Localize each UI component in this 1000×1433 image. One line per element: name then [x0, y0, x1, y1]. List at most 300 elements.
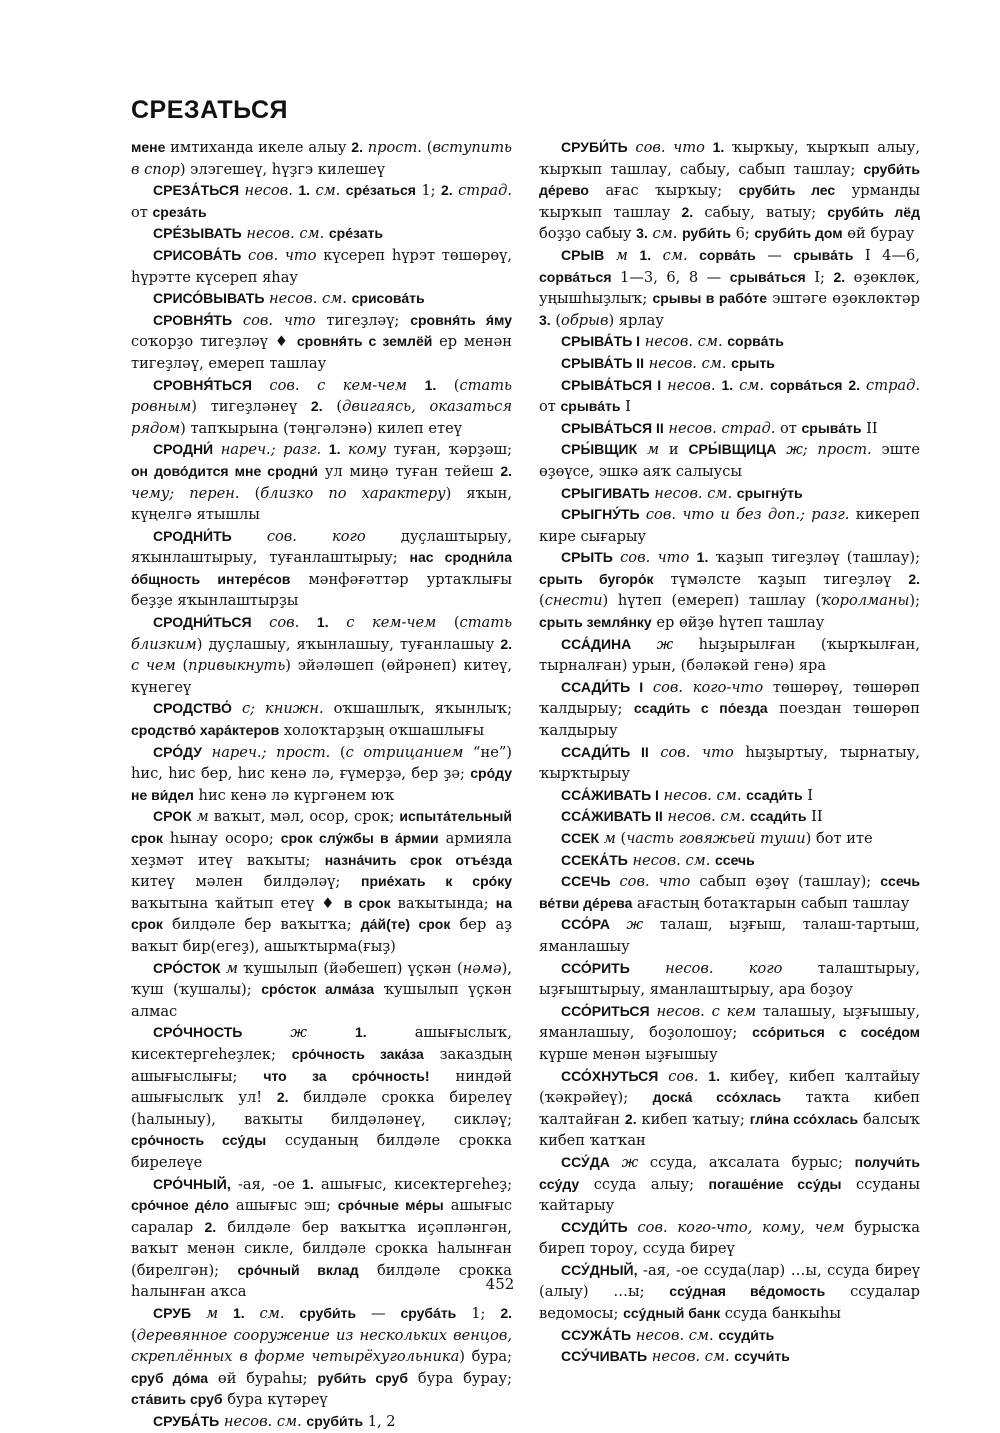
- dictionary-entry: [539, 742, 920, 785]
- dictionary-entry: [539, 375, 920, 418]
- headword-text: ссуди́ть: [718, 1326, 775, 1343]
- grammar-label: м: [191, 808, 209, 826]
- definition-text: ссуда алыу;: [579, 1175, 709, 1193]
- headword-text: СРЫВА́ТЬ I: [561, 333, 641, 350]
- headword-text: сро́чный вклад: [237, 1261, 359, 1278]
- grammar-label: несов. см.: [643, 354, 727, 372]
- dictionary-entry: [539, 677, 920, 742]
- dictionary-entry: [539, 504, 920, 547]
- definition-text: өй бурау: [842, 225, 915, 243]
- definition-text: -ая, -ое: [230, 1175, 303, 1193]
- grammar-label: м: [220, 959, 238, 977]
- definition-text: эштәге өҙөклөктәр: [767, 290, 920, 308]
- grammar-label: м: [191, 1305, 219, 1323]
- headword-text: ССУ́ДА: [561, 1153, 610, 1170]
- headword-text: СРУБИ́ТЬ: [561, 139, 628, 155]
- headword-text: 1.: [298, 182, 311, 199]
- definition-text: соҡорҙо тигеҙләү ♦: [131, 333, 297, 351]
- definition-text: (: [539, 592, 545, 610]
- definition-text: ашығыс, кисектергеһеҙ;: [313, 1175, 513, 1193]
- dictionary-entry: [131, 1411, 512, 1433]
- definition-text: сабыу, ватыу;: [693, 203, 828, 221]
- definition-text: ссуданың билдәле срокка бирелеүе: [131, 1132, 512, 1171]
- definition-text: ҡушылып үҫкән алмас: [131, 981, 513, 1020]
- dictionary-entry: [539, 245, 920, 331]
- grammar-label: двигаясь, оказаться рядом: [131, 398, 512, 437]
- definition-text: ер менән тигеҙләү, емереп ташлау: [131, 333, 512, 372]
- headword-text: мене: [131, 139, 166, 155]
- headword-text: сро́чное де́ло: [131, 1197, 229, 1214]
- dictionary-entry: [131, 180, 512, 223]
- headword-text: да́й(те) срок: [360, 916, 451, 933]
- grammar-label: см.: [244, 1305, 285, 1323]
- definition-text: поездан төшөрөп ҡалдырыу: [539, 700, 921, 740]
- grammar-label: нареч.; разг.: [213, 441, 322, 459]
- grammar-label: см.: [310, 182, 341, 200]
- headword-text: срыть: [731, 354, 775, 371]
- definition-text: [698, 1068, 708, 1085]
- grammar-label: несов. см.: [640, 333, 723, 351]
- definition-text: 1;: [456, 1305, 501, 1323]
- grammar-label: м: [604, 246, 628, 264]
- headword-text: срыгну́ть: [736, 484, 803, 501]
- grammar-label: м: [637, 441, 660, 459]
- dictionary-entry: [539, 1066, 920, 1152]
- definition-text: II: [806, 808, 823, 826]
- definition-text: (: [239, 484, 261, 502]
- grammar-label: сов. кого: [231, 527, 366, 545]
- dictionary-entry: [539, 1001, 920, 1066]
- grammar-label: ж: [609, 1153, 639, 1171]
- grammar-label: несов. см.: [264, 290, 347, 308]
- headword-text: 1.: [316, 614, 329, 631]
- headword-text: гли́на ссо́хлась: [749, 1110, 859, 1127]
- left-column: [131, 137, 512, 1433]
- grammar-label: ж: [242, 1024, 307, 1042]
- definition-text: һис кенә лә күргәнем юҡ: [193, 786, 395, 804]
- definition-text: билдәле срокка һалынған аҡса: [131, 1261, 513, 1301]
- definition-text: (: [436, 376, 460, 394]
- headword-text: сровня́ть я́му: [410, 311, 512, 328]
- definition-text: талашыу, ыҙғышыу, яманлашыу, боҙолошоу;: [539, 1002, 921, 1042]
- headword-text: СРОДНИ́: [153, 441, 214, 458]
- headword-text: ССУДИ́ТЬ: [561, 1218, 628, 1235]
- grammar-label: прост.: [362, 139, 422, 156]
- definition-text: күсереп һүрэт төшөрөү, һүрэтте күсереп яһау: [131, 246, 512, 286]
- headword-text: сруба́ть: [400, 1305, 457, 1322]
- headword-text: СРЫВА́ТЬСЯ I: [561, 376, 662, 393]
- definition-text: ) дуҫлашыу, яҡынлашыу, туғанлашыу: [196, 635, 501, 653]
- headword-text: СРЫ́ВЩИК: [561, 441, 638, 458]
- definition-text: [321, 441, 329, 458]
- headword-text: 2.: [500, 1305, 512, 1322]
- definition-text: (: [322, 398, 343, 416]
- definition-text: [307, 1024, 355, 1041]
- headword-text: 1.: [232, 1305, 245, 1322]
- definition-text: [407, 377, 425, 394]
- grammar-label: с отрицанием: [345, 743, 464, 761]
- definition-text: талаш, ыҙғыш, талаш-тартыш, яманлашыу: [539, 916, 920, 955]
- dictionary-entry: [539, 914, 920, 957]
- headword-text: 2.: [848, 376, 861, 393]
- definition-text: сабып өҙөү (ташлау);: [690, 873, 881, 891]
- grammar-label: привыкнуть: [188, 657, 286, 675]
- definition-text: талаштырыу, ыҙғыштырыу, яманлаштырыу, ара боҙоу: [539, 959, 920, 999]
- headword-text: ссу́дный банк: [623, 1305, 721, 1322]
- grammar-label: сов. что: [612, 549, 690, 567]
- definition-text: “не”) һис, һис бер, һис кенә лә, ғүмерҙә, бер ҙә;: [131, 743, 512, 783]
- definition-text: ашығыслыҡ, кисектергеһеҙлек;: [131, 1024, 512, 1063]
- definition-text: бура бурау;: [407, 1369, 512, 1387]
- grammar-label: сов. что и без доп.; разг.: [639, 506, 850, 524]
- grammar-label: чему; перен.: [131, 484, 240, 502]
- definition-text: ссуда, аҡсалата бурыс;: [638, 1153, 855, 1171]
- definition-text: ссуда банкыһы: [720, 1305, 842, 1323]
- definition-text: заказдың ашығыслығы;: [131, 1045, 512, 1085]
- definition-text: ниндәй ашығыслыҡ ул!: [131, 1067, 512, 1107]
- grammar-label: несов. страд.: [663, 419, 776, 437]
- grammar-label: нәмә: [462, 959, 502, 977]
- headword-text: сро́чность ссу́ды: [131, 1132, 267, 1149]
- headword-text: сруби́ть: [306, 1413, 364, 1430]
- definition-text: ваҡыт, мәл, осор, срок;: [208, 808, 400, 826]
- headword-text: СРО́ЧНОСТЬ: [153, 1024, 243, 1041]
- headword-text: ссади́ть: [746, 786, 803, 803]
- definition-text: түмәлсте ҡаҙып тигеҙләү: [653, 570, 909, 588]
- dictionary-entry: [131, 375, 512, 440]
- definition-text: (: [175, 657, 189, 675]
- grammar-label: несов.: [239, 182, 293, 200]
- definition-text: (: [436, 614, 460, 632]
- dictionary-entry: [539, 850, 920, 872]
- definition-text: от: [131, 203, 153, 221]
- definition-text: һынау осоро;: [162, 830, 281, 847]
- definition-text: -ая, -ое ссуда(лар) …ы, ссуда биреү (алыу) …ы;: [539, 1261, 920, 1301]
- definition-text: ) һүтеп (емереп) ташлау (: [602, 592, 822, 610]
- headword-text: погаше́ние ссу́ды: [708, 1175, 842, 1192]
- running-header: СРЕЗАТЬСЯ: [131, 96, 289, 124]
- definition-text: оҡшашлыҡ, яҡынлыҡ;: [323, 700, 513, 718]
- definition-text: II: [861, 419, 878, 437]
- headword-text: ССАДИ́ТЬ I: [561, 678, 644, 695]
- headword-text: ссо́риться с сосе́дом: [752, 1024, 920, 1041]
- definition-text: ваҡытына ҡайтып етеү ♦: [131, 894, 344, 912]
- headword-text: среза́ть: [152, 203, 207, 220]
- definition-text: [689, 549, 696, 566]
- headword-text: сорва́ть: [699, 246, 756, 263]
- headword-text: СРО́СТОК: [153, 959, 221, 976]
- definition-text: мәнфәғәттәр уртаҡлығы беҙҙе яҡынлаштырҙы: [131, 570, 512, 610]
- headword-text: 2.: [310, 398, 323, 415]
- dictionary-entry: [539, 958, 920, 1001]
- headword-text: сро́чные ме́ры: [337, 1197, 444, 1214]
- definition-text: —: [755, 246, 794, 264]
- definition-text: I 4—6,: [853, 246, 920, 264]
- dictionary-entry: [539, 137, 920, 245]
- grammar-label: несов. см.: [241, 225, 325, 243]
- definition-text: ҡаҙып тигеҙләү (ташлау);: [708, 549, 921, 567]
- headword-text: ссу́дная ве́домость: [669, 1283, 826, 1300]
- headword-text: испыта́тельный срок: [131, 808, 512, 846]
- headword-text: СРОДНИ́ТЬ: [153, 527, 232, 544]
- grammar-label: несов. см.: [658, 786, 742, 804]
- definition-text: I;: [805, 268, 834, 286]
- grammar-label: близко по характеру: [260, 484, 446, 502]
- dictionary-entry: [539, 353, 920, 375]
- headword-text: сруб до́ма: [131, 1369, 209, 1386]
- headword-text: СРЫВА́ТЬСЯ II: [561, 419, 664, 436]
- definition-text: [688, 247, 700, 264]
- headword-text: доска́ ссо́хлась: [652, 1089, 782, 1106]
- headword-text: сруби́ть де́рево: [539, 160, 920, 199]
- definition-text: ) бот ите: [805, 830, 873, 847]
- dictionary-entry: [131, 439, 512, 525]
- grammar-label: см.: [651, 246, 688, 264]
- grammar-label: сов. что: [648, 743, 734, 761]
- definition-text: бер аҙ ваҡыт бир(егеҙ), ашыҡтырма(ғыҙ): [131, 916, 512, 955]
- definition-text: ҡушылып (йәбешеп) үҫкән (: [237, 959, 463, 977]
- definition-text: таҡта кибеп ҡалтайған: [539, 1089, 920, 1128]
- dictionary-entry: [539, 418, 920, 440]
- headword-text: 2.: [681, 203, 694, 220]
- definition-text: от: [539, 398, 561, 416]
- definition-text: холоҡтарҙың оҡшашлығы: [279, 722, 485, 740]
- headword-text: назна́чить срок отъе́зда: [324, 851, 513, 868]
- grammar-label: сов. с кем-чем: [251, 376, 407, 394]
- definition-text: (: [550, 311, 562, 329]
- headword-text: срыть бугоро́к: [539, 570, 654, 587]
- definition-text: ) элэгешеү, һүҙгэ килешеү: [179, 160, 385, 178]
- page-number: 452: [485, 1275, 515, 1293]
- headword-text: СРИСО́ВЫВАТЬ: [153, 290, 265, 307]
- dictionary-entry: [539, 483, 920, 505]
- grammar-label: сов. что: [627, 139, 705, 156]
- headword-text: СРУБ: [153, 1305, 192, 1322]
- definition-text: ағастың ботаҡтарын сабып ташлау: [632, 894, 910, 912]
- definition-text: бура күтәреү: [222, 1391, 328, 1409]
- headword-text: 2.: [440, 182, 453, 199]
- grammar-label: сов. кого-что: [643, 678, 764, 696]
- dictionary-entry: [539, 439, 920, 482]
- headword-text: ССО́РИТЬ: [561, 959, 630, 976]
- definition-text: ваҡытында;: [390, 894, 496, 912]
- headword-text: ссади́ть с по́езда: [633, 700, 768, 717]
- headword-text: ССО́ХНУТЬСЯ: [561, 1067, 659, 1084]
- headword-text: 2.: [500, 462, 512, 479]
- grammar-label: часть говяжьей туши: [626, 830, 806, 847]
- definition-text: ), ҡуш (ҡушалы);: [131, 959, 512, 999]
- grammar-label: ҡоролманы: [821, 592, 910, 610]
- definition-text: һыҙырылған (ҡырҡылған, тырналған) урын, (бәләкәй генә) яра: [539, 635, 920, 675]
- headword-text: ССУЖА́ТЬ: [561, 1326, 632, 1343]
- headword-text: ссади́ть: [750, 808, 807, 825]
- headword-text: 1.: [639, 246, 652, 263]
- headword-text: сорва́ть: [727, 333, 784, 350]
- dictionary-entry: [131, 526, 512, 612]
- headword-text: СРО́ЧНЫЙ,: [153, 1175, 231, 1192]
- definition-text: төшөрөү, төшөрөп ҡалдырыу;: [539, 678, 921, 718]
- definition-text: ссуданы ҡайтарыу: [539, 1175, 920, 1215]
- definition-text: ) тигеҙләнеү: [191, 398, 311, 416]
- definition-text: ) тапҡырына (тәңгәлэнә) килеп етеү: [180, 419, 462, 437]
- headword-text: 1.: [712, 139, 725, 155]
- headword-text: СРЕЗА́ТЬСЯ: [153, 182, 240, 199]
- definition-text: эште өҙөүсе, эшкә аяҡ салыусы: [539, 441, 920, 480]
- grammar-label: снести: [544, 592, 603, 610]
- headword-text: срыва́ть: [793, 246, 854, 263]
- headword-text: СРЕ́ЗЫВАТЬ: [153, 225, 242, 242]
- grammar-label: сов. что: [241, 246, 317, 264]
- dictionary-entry: [539, 1325, 920, 1347]
- dictionary-entry: [131, 742, 512, 807]
- dictionary-entry: [131, 223, 512, 245]
- headword-text: СРЫВ: [561, 246, 605, 263]
- headword-text: ССО́РА: [561, 916, 610, 933]
- dictionary-entry: [131, 806, 512, 957]
- dictionary-entry: [131, 310, 512, 375]
- grammar-label: с чем: [131, 657, 176, 675]
- headword-text: сорва́ться: [539, 268, 612, 285]
- definition-text: ер өйҙө һүтеп ташлау: [651, 614, 825, 632]
- dictionary-entry: [539, 1217, 920, 1260]
- headword-text: сровня́ть с землёй: [296, 333, 433, 350]
- right-column: [539, 137, 920, 1368]
- grammar-label: с кем-чем: [328, 614, 437, 632]
- definition-text: китеү мәлен билдәләү;: [131, 873, 361, 891]
- headword-text: сро́ду не ви́дел: [131, 765, 512, 803]
- dictionary-entry: [539, 1152, 920, 1217]
- headword-text: сруби́ть дом: [754, 225, 843, 242]
- headword-text: СРУБА́ТЬ: [153, 1413, 220, 1430]
- definition-text: ашығыс эш;: [228, 1197, 338, 1215]
- grammar-label: вступить в спор: [131, 139, 512, 178]
- headword-text: 2.: [908, 570, 920, 587]
- grammar-label: стать ровным: [131, 376, 512, 416]
- definition-text: (: [615, 830, 627, 847]
- headword-text: 1.: [355, 1024, 367, 1041]
- headword-text: ССА́ЖИВАТЬ I: [561, 786, 659, 803]
- grammar-label: ж: [609, 916, 644, 934]
- headword-text: получи́ть ссу́ду: [539, 1153, 920, 1192]
- definition-text: билдәле бер ваҡытҡа;: [162, 916, 361, 934]
- grammar-label: с; книжн.: [231, 700, 324, 718]
- grammar-label: нареч.; прост.: [202, 743, 331, 761]
- headword-text: срыва́ться: [729, 268, 806, 285]
- definition-text: 1—3, 6, 8 —: [611, 268, 730, 286]
- grammar-label: страд.: [452, 182, 513, 200]
- definition-text: ) ярлау: [608, 311, 664, 329]
- grammar-label: сов.: [251, 614, 300, 632]
- grammar-label: сов. что: [232, 311, 316, 329]
- definition-text: ссудалар ведомосы;: [539, 1283, 921, 1323]
- dictionary-entry: [539, 806, 920, 828]
- grammar-label: деревянное сооружение из нескольких венцов, скреплённых в форме четырёхугольника: [131, 1326, 512, 1366]
- headword-text: сруби́ть лёд: [827, 203, 920, 220]
- headword-text: 3.: [539, 311, 551, 328]
- definition-text: (: [131, 1326, 137, 1344]
- headword-text: 1.: [708, 1067, 720, 1084]
- definition-text: армияла хеҙмәт итеү ваҡыты;: [131, 830, 512, 869]
- headword-text: 2.: [204, 1218, 217, 1235]
- headword-text: 2.: [351, 139, 363, 155]
- definition-text: [218, 1305, 233, 1322]
- dictionary-entry: [539, 871, 920, 914]
- grammar-label: несов. см.: [647, 1348, 730, 1366]
- headword-text: 1.: [328, 441, 341, 458]
- headword-text: ссучи́ть: [734, 1348, 790, 1365]
- definition-text: (: [330, 743, 346, 761]
- headword-text: на срок: [131, 894, 512, 933]
- definition-text: һыҙыртыу, тырнатыу, ҡырҡтырыу: [539, 743, 920, 783]
- grammar-label: см.: [733, 376, 764, 394]
- definition-text: );: [909, 592, 920, 610]
- grammar-label: обрыв: [561, 311, 609, 329]
- headword-text: ССА́ДИНА: [561, 635, 632, 652]
- definition-text: дуҫлаштырыу, яҡынлаштырыу, туғанлаштырыу;: [131, 527, 512, 567]
- dictionary-entry: [131, 288, 512, 310]
- definition-text: I: [802, 786, 814, 804]
- dictionary-entry: [131, 1303, 512, 1411]
- headword-text: 2.: [833, 268, 846, 285]
- headword-text: сорва́ться: [769, 376, 843, 393]
- dictionary-entry: [539, 634, 920, 677]
- definition-text: ҡырҡыу, ҡырҡып алыу, ҡырҡып ташлау, сабыу, сабып ташлау;: [539, 139, 921, 178]
- headword-text: 3.: [636, 225, 648, 242]
- headword-text: СРЫГИВАТЬ: [561, 484, 650, 501]
- definition-text: ағас ҡырҡыу;: [588, 182, 739, 200]
- definition-text: ) яҡын, күңелгә ятышлы: [131, 484, 512, 524]
- grammar-label: кому: [340, 441, 387, 459]
- grammar-label: несов. см.: [662, 808, 746, 826]
- definition-text: 1;: [415, 182, 441, 200]
- headword-text: срыва́ть: [560, 398, 621, 415]
- headword-text: ССУ́ЧИВАТЬ: [561, 1348, 648, 1365]
- dictionary-entry: [539, 331, 920, 353]
- grammar-label: несов. см.: [649, 484, 733, 502]
- headword-text: 1.: [302, 1175, 314, 1192]
- definition-text: ) бура;: [459, 1348, 512, 1366]
- definition-text: күрше менән ыҙғышыу: [539, 1045, 718, 1063]
- headword-text: ССЕКА́ТЬ: [561, 851, 628, 868]
- definition-text: билдәле бер ваҡытҡа иҫәпләнгән, ваҡыт менән сикле, билдәле срокка һалынған (бирелгән);: [131, 1218, 512, 1279]
- definition-text: кибеү, кибеп ҡалтайыу (ҡәкрәйеү);: [539, 1067, 921, 1107]
- grammar-label: сов. кого-что, кому, чем: [627, 1218, 845, 1236]
- headword-text: нас сродни́ла о́бщность интере́сов: [131, 549, 512, 587]
- headword-text: ССАДИ́ТЬ II: [561, 743, 649, 760]
- grammar-label: несов. с кем: [649, 1002, 757, 1020]
- definition-text: тигеҙләү;: [315, 311, 411, 329]
- grammar-label: несов. кого: [629, 959, 783, 977]
- headword-text: СРОВНЯ́ТЬ: [153, 311, 233, 328]
- dictionary-entry: [131, 245, 512, 288]
- headword-text: СРОДНИ́ТЬСЯ: [153, 614, 252, 631]
- definition-text: и: [659, 441, 689, 459]
- definition-text: имтиханда икеле алыу: [165, 139, 352, 156]
- headword-text: ССЕЧЬ: [561, 873, 611, 890]
- definition-text: урманды ҡырҡып ташлау: [539, 182, 920, 221]
- headword-text: ССУ́ДНЫЙ,: [561, 1261, 638, 1278]
- definition-text: ашығыс саралар: [131, 1197, 513, 1236]
- definition-text: ) эйәләшеп (өйрәнеп) китеү, күнегеү: [131, 657, 512, 696]
- headword-text: сруби́ть: [299, 1305, 357, 1322]
- dictionary-entry: [131, 612, 512, 698]
- definition-text: (: [421, 139, 433, 156]
- grammar-label: несов. см.: [631, 1326, 714, 1344]
- grammar-label: несов. см.: [219, 1413, 302, 1431]
- grammar-label: сов.: [658, 1067, 699, 1085]
- definition-text: [705, 139, 713, 156]
- headword-text: 1.: [424, 376, 437, 393]
